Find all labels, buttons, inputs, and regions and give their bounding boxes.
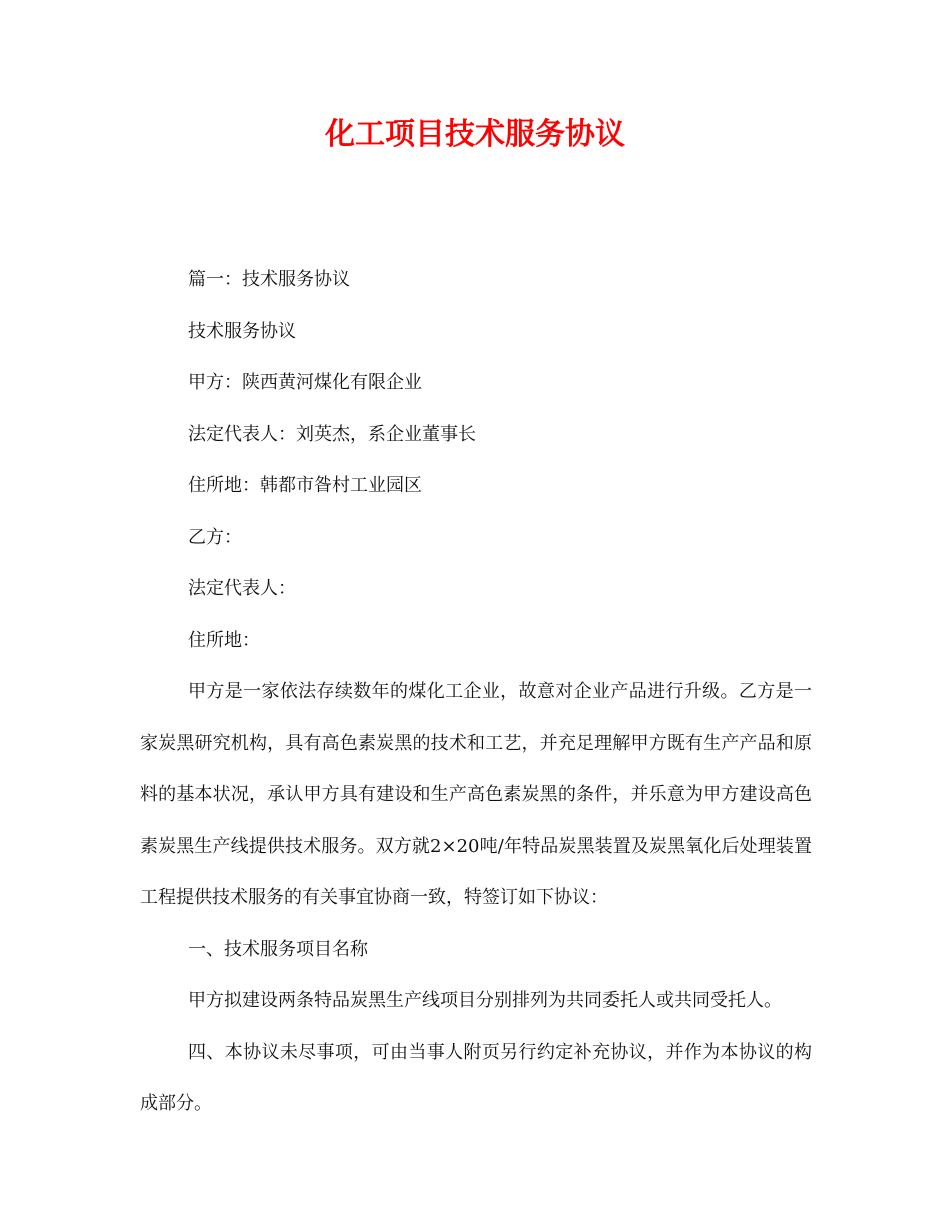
paragraph-party-a-address: 住所地：韩都市昝村工业园区 bbox=[188, 475, 422, 496]
paragraph-party-b-address: 住所地： bbox=[188, 629, 260, 651]
paragraph-party-a: 甲方：陕西黄河煤化有限企业 bbox=[188, 372, 422, 393]
paragraph-subtitle: 技术服务协议 bbox=[188, 320, 296, 342]
paragraph-heading-part-one: 篇一：技术服务协议 bbox=[188, 269, 350, 290]
paragraph-background: 甲方是一家依法存续数年的煤化工企业，故意对企业产品进行升级。乙方是一家炭黑研究机构，具有高色素炭黑的技术和工艺，并充足理解甲方既有生产产品和原料的基本状况，承认甲方具有建设和生产高色素炭黑的条件，并乐意为甲方建设高色素炭黑生产线提供技术服务。双方就2×20吨/年特品炭黑装置及炭黑氧化后处理装置工程提供技术服务的有关事宜协商一致，特签订如下协议： bbox=[140, 681, 812, 908]
paragraph-section-one-heading: 一、技术服务项目名称 bbox=[188, 938, 368, 960]
paragraph-party-b: 乙方： bbox=[188, 526, 242, 548]
document-title: 化工项目技术服务协议 bbox=[325, 117, 625, 152]
document-body bbox=[140, 254, 812, 1130]
paragraph-party-b-representative: 法定代表人： bbox=[188, 578, 296, 599]
paragraph-party-a-representative: 法定代表人：刘英杰，系企业董事长 bbox=[188, 423, 476, 445]
paragraph-section-one-body: 甲方拟建设两条特品炭黑生产线项目分别排列为共同委托人或共同受托人。 bbox=[188, 990, 782, 1011]
paragraph-section-four: 四、本协议未尽事项，可由当事人附页另行约定补充协议，并作为本协议的构成部分。 bbox=[140, 1041, 812, 1114]
